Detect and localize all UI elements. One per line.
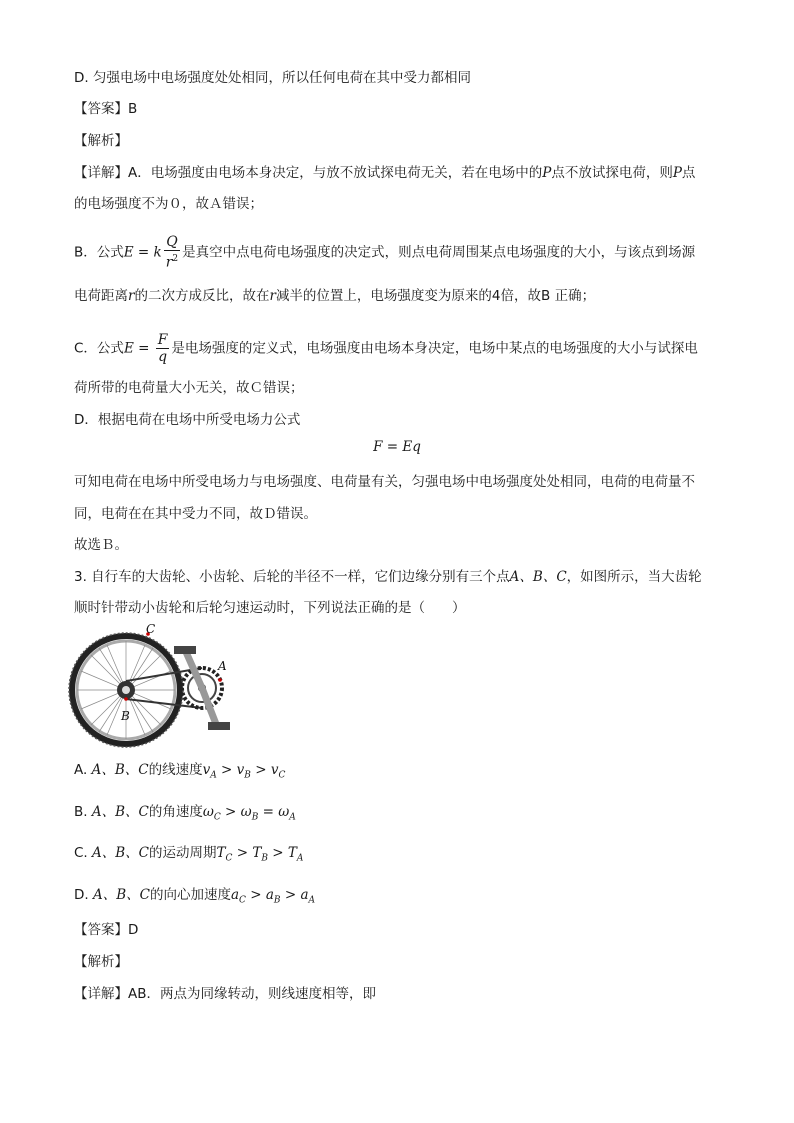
opt-text: 的线速度 [148, 762, 203, 778]
frac-num: Q [166, 234, 178, 250]
q2-detail-d-line3: 同，电荷在在其中受力不同，故Ｄ错误。 [74, 506, 317, 522]
q3-stem-line1 [74, 567, 702, 587]
q2-detail-b-line1 [74, 234, 695, 271]
label-a: A [218, 659, 227, 673]
q2-formula-f-eq: F = Eq [373, 439, 421, 455]
detail-label: 【详解】 [74, 986, 128, 1002]
answer-label: 【答案】 [74, 101, 128, 117]
sub: C [213, 812, 221, 823]
q2-analysis-label: 【解析】 [74, 133, 128, 149]
opt-text: 的角速度 [148, 804, 203, 820]
gt: > [216, 762, 237, 778]
q2-conclusion: 故选Ｂ。 [74, 537, 128, 553]
formula-eq: = [133, 244, 154, 261]
var-omega: ω [240, 804, 252, 820]
sub: C [278, 770, 286, 781]
var-omega: ω [202, 804, 214, 820]
q2-option-d: D. 匀强电场中电场强度处处相同，所以任何电荷在其中受力都相同 [74, 70, 471, 86]
sub: B [244, 770, 251, 781]
sub: C [239, 895, 246, 906]
point-a-marker [218, 678, 222, 682]
b-text: 是真空中点电荷电场强度的决定式，则点电荷周围某点电场强度的大小，与该点到场源 [182, 244, 696, 261]
sub: B [273, 895, 281, 906]
formula-k: k [153, 244, 162, 261]
opt-text: 的向心加速度 [149, 887, 231, 903]
sub: A [308, 895, 315, 906]
c-text: 是电场强度的定义式，电场强度由电场本身决定，电场中某点的电场强度的大小与试探电 [171, 340, 698, 357]
q3-stem1-end: ，如图所示，当大齿轮 [566, 569, 702, 585]
c-prefix: C．公式 [74, 340, 124, 357]
frac-den: q [158, 349, 168, 365]
detail-a-text3: 点 [681, 165, 696, 181]
b-line2-b: 的二次方成反比，故在 [134, 288, 270, 304]
sub: A [289, 812, 296, 823]
q3-stem-line2: 顺时针带动小齿轮和后轮匀速运动时，下列说法正确的是（ ） [74, 600, 466, 616]
frac-num: F [157, 332, 168, 348]
formula-e: E [123, 244, 134, 261]
q3-stem1: 3. 自行车的大齿轮、小齿轮、后轮的半径不一样，它们边缘分别有三个点 [74, 569, 510, 585]
frac-den-r: r [165, 254, 173, 271]
q3-option-c [74, 843, 303, 869]
gt: > [250, 762, 271, 778]
frac-den [164, 251, 180, 271]
q3-option-d [74, 885, 315, 911]
opt-points: A、B、C [91, 804, 149, 820]
q3-analysis-label: 【解析】 [74, 954, 128, 970]
var-a: a [265, 887, 274, 903]
eq: = [258, 804, 279, 820]
point-p: P [672, 165, 682, 181]
q2-detail-d-line2: 可知电荷在电场中所受电场力与电场强度、电荷量有关，匀强电场中电场强度处处相同，电荷的电荷量不 [74, 474, 695, 490]
var-t: T [252, 845, 262, 861]
b-line2-a: 电荷距离 [74, 288, 128, 304]
formula-eq: = [133, 340, 154, 357]
detail-a-text: A．电场强度由电场本身决定，与放不放试探电荷无关，若在电场中的 [128, 165, 543, 181]
q2-detail-c-line1 [74, 332, 698, 365]
q3-option-b [74, 802, 296, 828]
opt-points: A、B、C [92, 887, 150, 903]
gt: > [220, 804, 241, 820]
q2-detail-d-line1: D．根据电荷在电场中所受电场力公式 [74, 412, 301, 428]
opt-prefix: B. [74, 804, 92, 820]
q3-option-a [74, 760, 285, 786]
sub: A [296, 853, 304, 864]
var-t: T [216, 845, 226, 861]
var-t: T [287, 845, 297, 861]
q3-detail-line [74, 984, 376, 1004]
label-b: B [121, 709, 130, 723]
bicycle-gear-figure [68, 624, 238, 752]
q3-points: A、B、C [509, 569, 567, 585]
sub: B [251, 812, 259, 823]
q2-detail-b-line2 [74, 286, 595, 306]
q2-detail-a-line2: 的电场强度不为０，故Ａ错误； [74, 196, 263, 212]
sub: A [210, 770, 217, 781]
point-p: P [542, 165, 552, 181]
sub: C [225, 853, 233, 864]
opt-points: A、B、C [92, 845, 150, 861]
var-r: r [269, 288, 276, 304]
fraction-f-over-q [156, 332, 170, 365]
gt: > [267, 845, 288, 861]
gt: > [280, 887, 301, 903]
var-v: v [236, 762, 245, 778]
answer-value: B [128, 101, 138, 117]
sub: B [261, 853, 268, 864]
small-gear-hub [122, 686, 130, 694]
q2-detail-c-line2: 荷所带的电荷量大小无关，故Ｃ错误； [74, 380, 304, 396]
detail-a-text2: 点不放试探电荷，则 [551, 165, 673, 181]
var-v: v [202, 762, 211, 778]
detail-label: 【详解】 [74, 165, 128, 181]
opt-prefix: A. [74, 762, 92, 778]
b-prefix: B．公式 [74, 244, 124, 261]
formula-e: E [123, 340, 134, 357]
var-a: a [230, 887, 240, 903]
q3-answer-line [74, 920, 138, 940]
pedal-top [174, 646, 196, 654]
pedal-bottom [208, 722, 230, 730]
gt: > [232, 845, 253, 861]
opt-prefix: C. [74, 845, 93, 861]
q2-detail-a-line1 [74, 163, 695, 183]
gt: > [245, 887, 266, 903]
var-omega: ω [278, 804, 290, 820]
b-line2-c: 减半的位置上，电场强度变为原来的4倍，故B 正确； [275, 288, 596, 304]
answer-value: D [128, 922, 139, 938]
answer-label: 【答案】 [74, 922, 128, 938]
frac-den-exp: 2 [172, 254, 179, 264]
point-b-marker [124, 697, 128, 701]
q3-detail-text: AB．两点为同缘转动，则线速度相等，即 [128, 986, 376, 1002]
opt-prefix: D. [74, 887, 93, 903]
opt-points: A、B、C [91, 762, 149, 778]
var-v: v [270, 762, 279, 778]
var-a: a [300, 887, 309, 903]
fraction-q-over-r2 [164, 234, 180, 271]
opt-text: 的运动周期 [149, 845, 217, 861]
label-c: C [146, 624, 156, 636]
var-r: r [128, 288, 135, 304]
q2-answer-line [74, 99, 137, 119]
